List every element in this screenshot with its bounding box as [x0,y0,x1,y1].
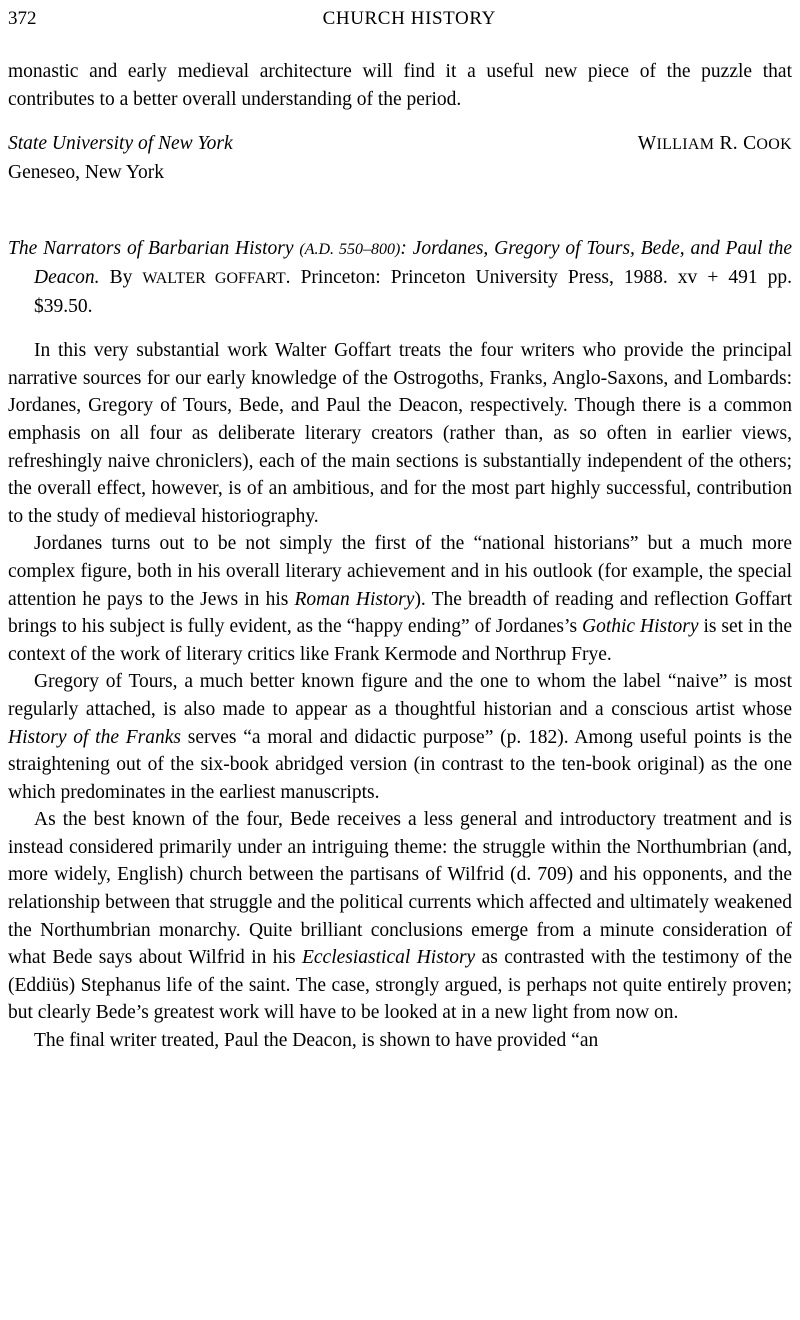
reviewer-name [638,129,792,159]
review-paragraph-4 [8,806,792,1027]
book-imprint: . Princeton: Princeton University Press, 1988. xv + 491 pp. $39.50. [34,267,792,318]
reviewer-name-initial: R. C [719,133,757,155]
reviewer-name-first-letter: W [637,133,657,155]
previous-review-tail: monastic and early medieval architecture will find it a useful new piece of the puzzle that contributes to a better overall understanding of the period. [8,61,792,110]
by-label: By [109,267,133,289]
paragraph-1-text: In this very substantial work Walter Goffart treats the four writers who provide the principal narrative sources for our early knowledge of the Ostrogoths, Franks, Anglo-Saxons, and Lombards: Jordanes, Gregory of Tours, Bede, and Paul the Deacon, respectively. Though there is a common emphasis on all four as deliberate literary creators (rather than, as so often in earlier views, refreshingly naive chroniclers), each of the main sections is substantially independent of the others; the overall effect, however, is of an ambitious, and for the most part highly successful, contribution to the study of medieval historiography. [8,340,792,527]
review-paragraph-1 [8,337,792,530]
review-body [8,337,792,1054]
affiliation-line-2: Geneseo, New York [8,162,164,184]
page-content [8,0,792,1055]
running-head [8,6,792,36]
book-title-dates: (A.D. 550–800) [299,241,401,259]
reviewer-signature-block [8,129,792,191]
paragraph-2-text: Jordanes turns out to be not simply the first of the “national historians” but a much more complex figure, both in his overall literary achievement and in his outlook (for example, the special attention he pays to the Jews in his Roman History). The breadth of reading and reflection Goffart brings to his subject is fully evident, as the “happy ending” of Jordanes’s Gothic History is set in the context of the work of literary critics like Frank Kermode and Northrup Frye. [8,533,792,665]
affiliation-line-1: State University of New York [8,133,233,155]
review-heading [8,235,792,321]
book-title-main: The Narrators of Barbarian History [8,238,294,260]
paragraph-5-text: The final writer treated, Paul the Deacon, is shown to have provided “an [34,1030,599,1052]
review-paragraph-3 [8,668,792,806]
journal-title: CHURCH HISTORY [322,8,496,29]
review-paragraph-5 [8,1027,792,1055]
paragraph-4-text: As the best known of the four, Bede receives a less general and introductory treatment and is instead considered primarily under an intriguing theme: the struggle within the Northumbrian (and, more widely, English) church between the partisans of Wilfrid (d. 709) and his opponents, and the relationship between that struggle and the political currents which affected and ultimately weakened the Northumbrian monarchy. Quite brilliant conclusions emerge from a minute consideration of what Bede says about Wilfrid in his Ecclesiastical History as contrasted with the testimony of the (Eddiüs) Stephanus life of the saint. The case, strongly argued, is perhaps not quite entirely proven; but clearly Bede’s greatest work will have to be looked at in a new light from now on. [8,809,792,1024]
reviewer-name-last: OOK [756,136,792,154]
reviewer-name-rest: ILLIAM [656,136,715,154]
paragraph-3-text: Gregory of Tours, a much better known figure and the one to whom the label “naive” is most regularly attached, is also made to appear as a thoughtful historian and a conscious artist whose History of the Franks serves “a moral and didactic purpose” (p. 182). Among useful points is the straightening out of the six-book abridged version (in contrast to the ten-book original) as the one which predominates in the earliest manuscripts. [8,671,792,803]
book-author: WALTER GOFFART [142,270,286,288]
review-paragraph-2 [8,530,792,668]
page-number: 372 [8,8,37,29]
book-title-subtitle: : Jordanes, Gregory of Tours, Bede, and Paul the Deacon. [34,238,793,289]
